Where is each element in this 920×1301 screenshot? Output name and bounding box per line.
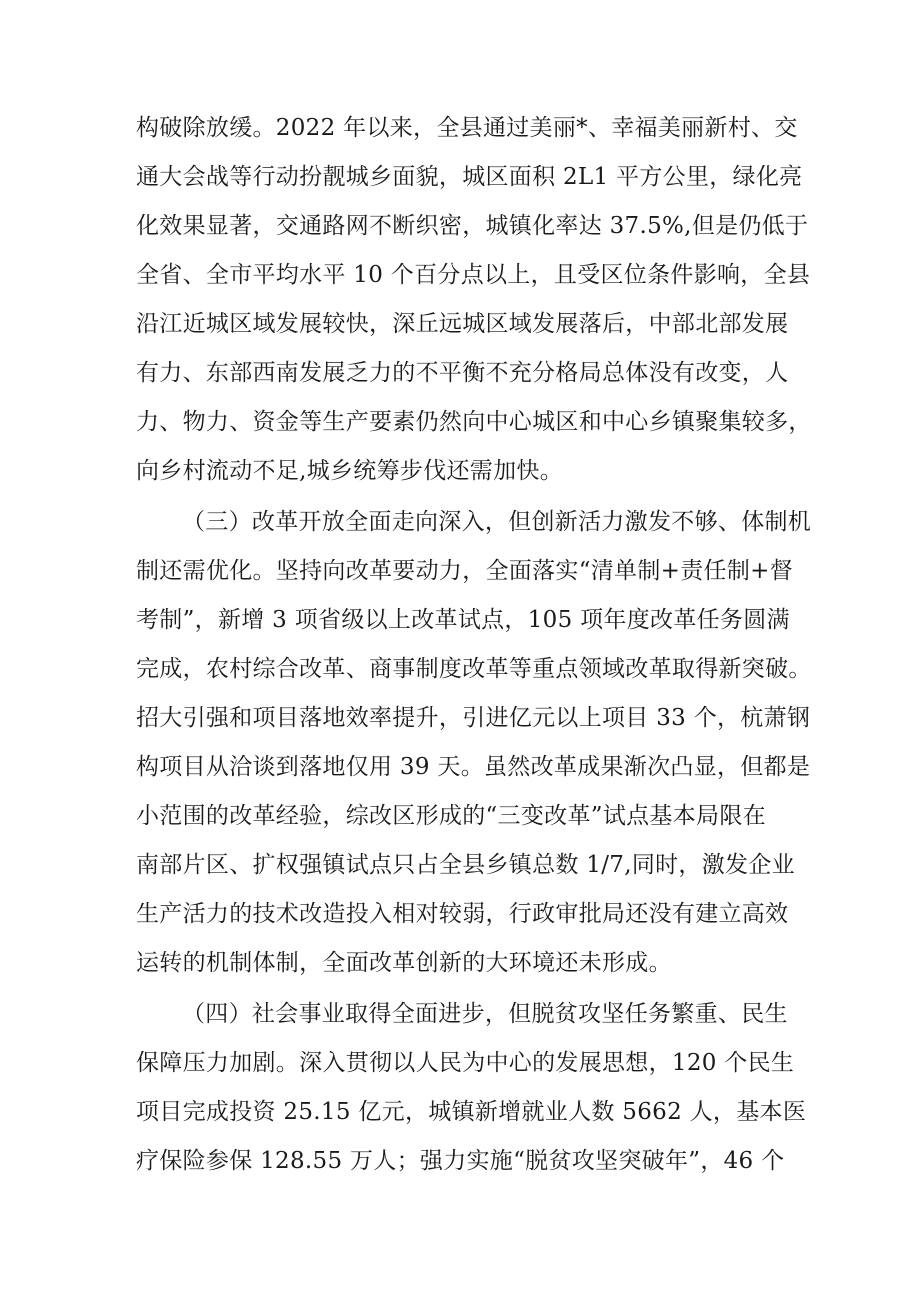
text-line: 疗保险参保 128.55 万人；强力实施“脱贫攻坚突破年”，46 个 <box>136 1148 785 1174</box>
section-heading-4: （四）社会事业取得全面进步，但脱贫攻坚任务繁重、民生 <box>182 1001 788 1027</box>
text-line: 构破除放缓。2022 年以来，全县通过美丽*、幸福美丽新村、交 <box>136 115 798 141</box>
text-line: 向乡村流动不足,城乡统筹步伐还需加快。 <box>136 458 564 484</box>
text-line: 生产活力的技术改造投入相对较弱，行政审批局还没有建立高效 <box>136 901 789 927</box>
text-line: 南部片区、扩权强镇试点只占全县乡镇总数 1/7,同时，激发企业 <box>136 852 795 878</box>
text-line: 考制”，新增 3 项省级以上改革试点，105 项年度改革任务圆满 <box>136 607 790 633</box>
text-line: 力、物力、资金等生产要素仍然向中心城区和中心乡镇聚集较多， <box>136 409 812 435</box>
text-line: 小范围的改革经验，综改区形成的“三变改革”试点基本局限在 <box>136 803 766 829</box>
text-line: 有力、东部西南发展乏力的不平衡不充分格局总体没有改变，人 <box>136 360 789 386</box>
text-line: 招大引强和项目落地效率提升，引进亿元以上项目 33 个，杭萧钢 <box>136 705 811 731</box>
section-heading-3: （三）改革开放全面走向深入，但创新活力激发不够、体制机 <box>182 509 812 535</box>
text-line: 运转的机制体制，全面改革创新的大环境还未形成。 <box>136 950 672 976</box>
text-line: 通大会战等行动扮靓城乡面貌，城区面积 2L1 平方公里，绿化亮 <box>136 164 803 190</box>
text-line: 保障压力加剧。深入贯彻以人民为中心的发展思想，120 个民生 <box>136 1050 795 1076</box>
text-line: 制还需优化。坚持向改革要动力，全面落实“清单制+责任制+督 <box>136 558 794 584</box>
text-line: 化效果显著，交通路网不断织密，城镇化率达 37.5%,但是仍低于 <box>136 213 809 239</box>
text-line: 构项目从洽谈到落地仅用 39 天。虽然改革成果渐次凸显，但都是 <box>136 754 811 780</box>
text-line: 项目完成投资 25.15 亿元，城镇新增就业人数 5662 人，基本医 <box>136 1099 807 1125</box>
text-line: 完成，农村综合改革、商事制度改革等重点领域改革取得新突破。 <box>136 656 812 682</box>
text-line: 沿江近城区域发展较快，深丘远城区域发展落后，中部北部发展 <box>136 311 789 337</box>
text-line: 全省、全市平均水平 10 个百分点以上，且受区位条件影响，全县 <box>136 262 811 288</box>
